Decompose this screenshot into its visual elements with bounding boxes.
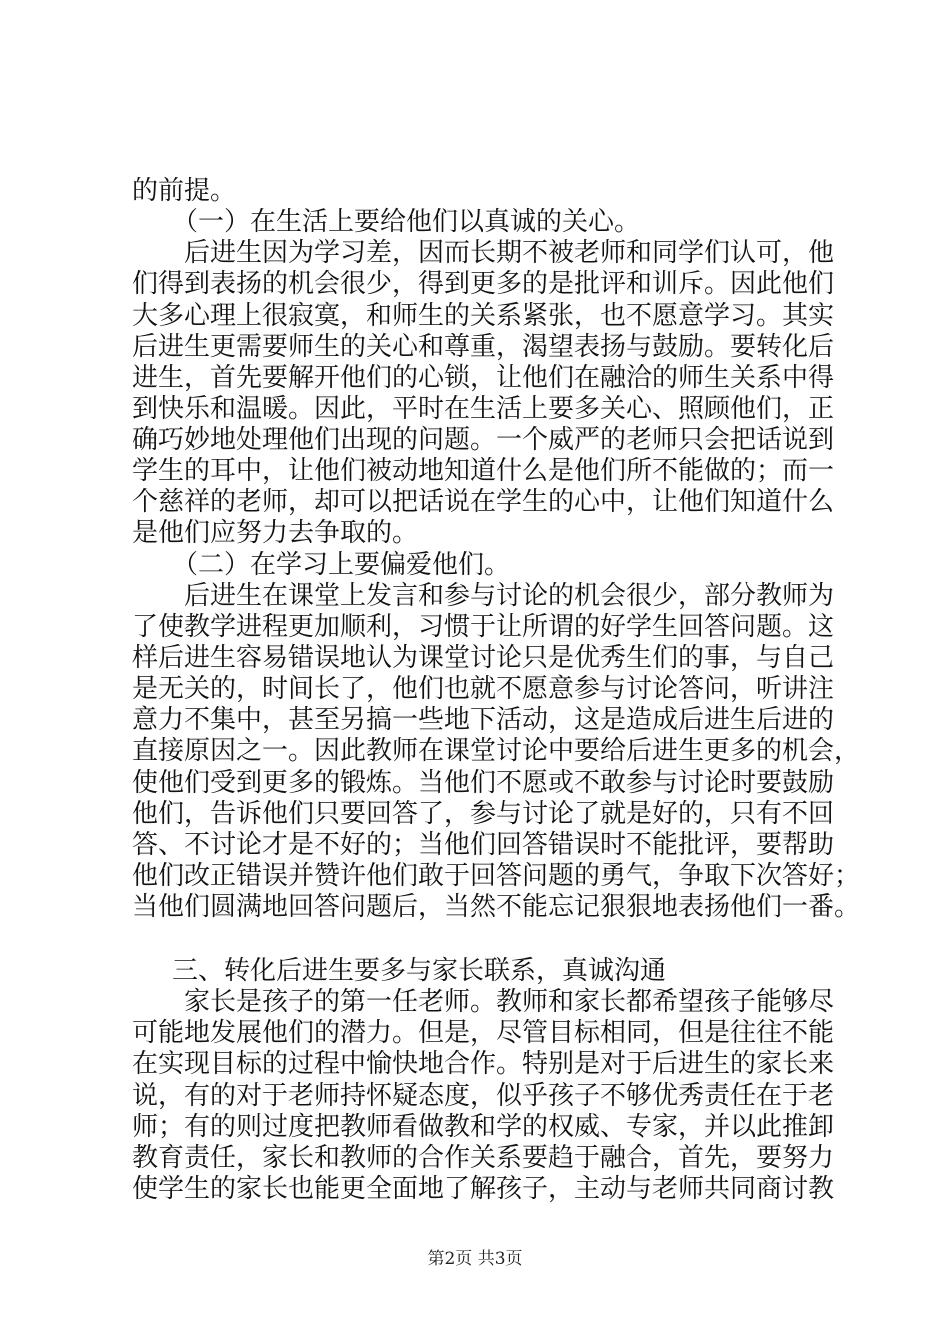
text-line: 可能地发展他们的潜力。但是，尽管目标相同，但是往往不能 bbox=[132, 1018, 835, 1048]
text-line: 进生，首先要解开他们的心锁，让他们在融洽的师生关系中得 bbox=[132, 363, 835, 393]
text-line: 家长是孩子的第一任老师。教师和家长都希望孩子能够尽 bbox=[184, 987, 835, 1017]
text-line: 确巧妙地处理他们出现的问题。一个威严的老师只会把话说到 bbox=[132, 425, 835, 455]
text-line: 答、不讨论才是不好的；当他们回答错误时不能批评，要帮助 bbox=[132, 830, 835, 860]
page-footer: 第2页 共3页 bbox=[427, 1249, 523, 1269]
text-line: 师；有的则过度把教师看做教和学的权威、专家，并以此推卸 bbox=[132, 1112, 835, 1142]
text-line: 当他们圆满地回答问题后，当然不能忘记狠狠地表扬他们一番。 bbox=[132, 892, 861, 922]
text-line: 意力不集中，甚至另搞一些地下活动，这是造成后进生后进的 bbox=[132, 705, 835, 735]
text-line: 的前提。 bbox=[132, 176, 237, 206]
text-line: 在实现目标的过程中愉快地合作。特别是对于后进生的家长来 bbox=[132, 1049, 835, 1079]
text-line: 使学生的家长也能更全面地了解孩子，主动与老师共同商讨教 bbox=[132, 1174, 835, 1204]
text-line: 后进生因为学习差，因而长期不被老师和同学们认可，他 bbox=[184, 238, 835, 268]
text-line: 样后进生容易错误地认为课堂讨论只是优秀生们的事，与自己 bbox=[132, 643, 835, 673]
text-line: 后进生更需要师生的关心和尊重，渴望表扬与鼓励。要转化后 bbox=[132, 332, 835, 362]
text-line: 是无关的，时间长了，他们也就不愿意参与讨论答问，听讲注 bbox=[132, 674, 835, 704]
subheading-2: （二）在学习上要偏爱他们。 bbox=[172, 550, 511, 580]
text-line: 学生的耳中，让他们被动地知道什么是他们所不能做的；而一 bbox=[132, 456, 835, 486]
text-line: 说，有的对于老师持怀疑态度，似乎孩子不够优秀责任在于老 bbox=[132, 1081, 835, 1111]
text-line: 后进生在课堂上发言和参与讨论的机会很少，部分教师为 bbox=[184, 581, 835, 611]
text-line: 们得到表扬的机会很少，得到更多的是批评和训斥。因此他们 bbox=[132, 269, 835, 299]
text-line: 使他们受到更多的锻炼。当他们不愿或不敢参与讨论时要鼓励 bbox=[132, 768, 835, 798]
text-line: 了使教学进程更加顺利，习惯于让所谓的好学生回答问题。这 bbox=[132, 612, 835, 642]
subheading-1: （一）在生活上要给他们以真诚的关心。 bbox=[172, 207, 641, 237]
text-line: 个慈祥的老师，却可以把话说在学生的心中，让他们知道什么 bbox=[132, 487, 835, 517]
text-line: 到快乐和温暖。因此，平时在生活上要多关心、照顾他们，正 bbox=[132, 394, 835, 424]
section-heading: 三、转化后进生要多与家长联系，真诚沟通 bbox=[172, 956, 667, 986]
text-line: 他们改正错误并赞许他们敢于回答问题的勇气，争取下次答好； bbox=[132, 861, 861, 891]
text-line: 是他们应努力去争取的。 bbox=[132, 518, 419, 548]
text-line: 大多心理上很寂寞，和师生的关系紧张，也不愿意学习。其实 bbox=[132, 301, 835, 331]
text-line: 他们，告诉他们只要回答了，参与讨论了就是好的，只有不回 bbox=[132, 799, 835, 829]
text-line: 直接原因之一。因此教师在课堂讨论中要给后进生更多的机会， bbox=[132, 736, 861, 766]
text-line: 教育责任，家长和教师的合作关系要趋于融合，首先，要努力 bbox=[132, 1143, 835, 1173]
